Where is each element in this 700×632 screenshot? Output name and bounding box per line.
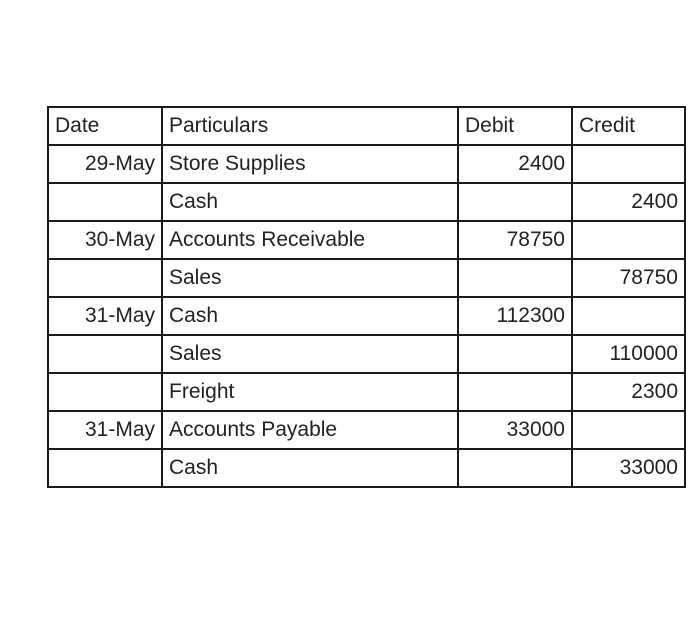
header-row [48, 107, 685, 145]
particulars-cell: Cash [162, 183, 458, 221]
debit-cell [458, 449, 572, 487]
journal-entry-table [47, 106, 686, 488]
credit-cell [572, 221, 685, 259]
credit-cell: 2400 [572, 183, 685, 221]
debit-cell: 112300 [458, 297, 572, 335]
credit-cell [572, 411, 685, 449]
particulars-cell: Freight [162, 373, 458, 411]
header-credit: Credit [572, 107, 685, 145]
table-row [48, 259, 685, 297]
table-row [48, 183, 685, 221]
date-cell: 31-May [48, 297, 162, 335]
table-row [48, 297, 685, 335]
table-row [48, 373, 685, 411]
particulars-cell: Cash [162, 297, 458, 335]
date-cell [48, 335, 162, 373]
credit-cell: 110000 [572, 335, 685, 373]
debit-cell: 2400 [458, 145, 572, 183]
date-cell [48, 449, 162, 487]
table-row [48, 449, 685, 487]
table-row [48, 221, 685, 259]
table-row [48, 335, 685, 373]
date-cell: 31-May [48, 411, 162, 449]
credit-cell: 2300 [572, 373, 685, 411]
particulars-cell: Accounts Receivable [162, 221, 458, 259]
header-date: Date [48, 107, 162, 145]
debit-cell [458, 335, 572, 373]
table-header [48, 107, 685, 145]
credit-cell: 33000 [572, 449, 685, 487]
debit-cell [458, 183, 572, 221]
debit-cell [458, 259, 572, 297]
date-cell: 29-May [48, 145, 162, 183]
credit-cell [572, 297, 685, 335]
date-cell: 30-May [48, 221, 162, 259]
particulars-cell: Sales [162, 335, 458, 373]
credit-cell: 78750 [572, 259, 685, 297]
particulars-cell: Cash [162, 449, 458, 487]
header-debit: Debit [458, 107, 572, 145]
date-cell [48, 373, 162, 411]
date-cell [48, 259, 162, 297]
credit-cell [572, 145, 685, 183]
debit-cell [458, 373, 572, 411]
particulars-cell: Accounts Payable [162, 411, 458, 449]
table-row [48, 411, 685, 449]
date-cell [48, 183, 162, 221]
particulars-cell: Store Supplies [162, 145, 458, 183]
debit-cell: 78750 [458, 221, 572, 259]
header-particulars: Particulars [162, 107, 458, 145]
debit-cell: 33000 [458, 411, 572, 449]
particulars-cell: Sales [162, 259, 458, 297]
table-row [48, 145, 685, 183]
table-body [48, 145, 685, 487]
